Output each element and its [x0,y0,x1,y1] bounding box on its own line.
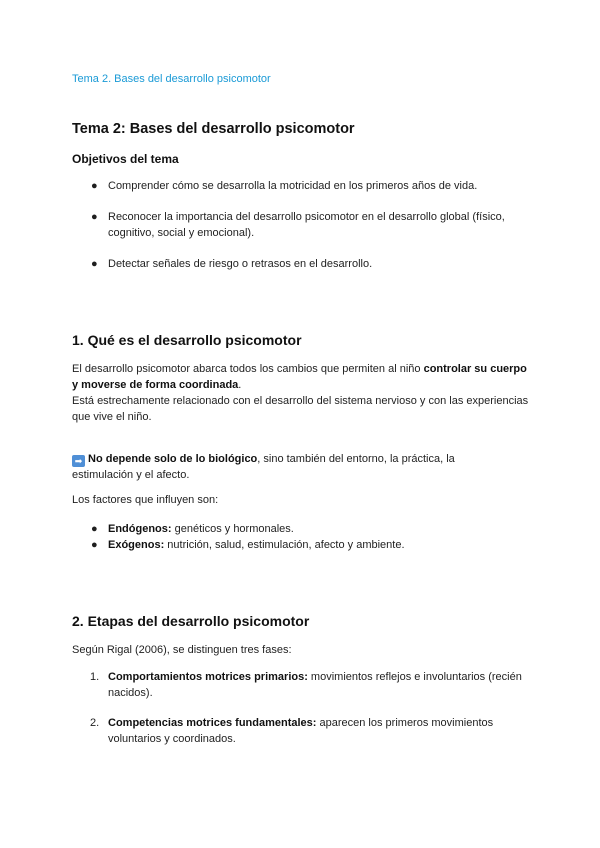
bullet-icon: ● [91,211,98,223]
list-item [91,537,528,553]
bullet-icon: ● [91,539,98,551]
factor-label: Exógenos: [108,539,165,551]
objectives-heading: Objetivos del tema [72,152,179,166]
factor-text: genéticos y hormonales. [171,523,294,535]
phase-label: Comportamientos motrices primarios: [108,671,308,683]
section1-heading: 1. Qué es el desarrollo psicomotor [72,332,302,348]
objectives-list [91,178,538,272]
list-number: 2. [90,717,100,729]
header-link[interactable]: Tema 2. Bases del desarrollo psicomotor [72,73,271,85]
bullet-icon: ● [91,258,98,270]
phase-text: movimientos reflejos e involuntarios (recién nacidos). [108,671,522,699]
phases-list [90,669,528,747]
page-title: Tema 2: Bases del desarrollo psicomotor [72,121,355,137]
list-item-text: Reconocer la importancia del desarrollo psicomotor en el desarrollo global (físico, cognitivo, social y emocional). [108,211,505,239]
paragraph-bold: controlar su cuerpo y moverse de forma coordinada [72,363,527,391]
note-text: , sino también del entorno, la práctica, la estimulación y el afecto. [72,453,455,481]
paragraph-text: El desarrollo psicomotor abarca todos los cambios que permiten al niño [72,363,424,375]
list-item [91,521,528,537]
note-bold: No depende solo de lo biológico [88,453,258,465]
section1-note [72,451,512,483]
list-item-text: Comprender cómo se desarrolla la motricidad en los primeros años de vida. [108,180,478,192]
list-item [90,715,528,747]
list-item [91,209,538,241]
bullet-icon: ● [91,523,98,535]
section1-paragraph [72,361,534,425]
list-item [91,178,538,194]
phase-label: Competencias motrices fundamentales: [108,717,317,729]
factors-intro: Los factores que influyen son: [72,494,219,506]
paragraph-line2: Está estrechamente relacionado con el desarrollo del sistema nervioso y con las experiencias que vive el niño. [72,395,529,423]
list-item [90,669,528,701]
paragraph-text-end: . [238,379,242,391]
list-item-text: Detectar señales de riesgo o retrasos en el desarrollo. [108,258,373,270]
list-number: 1. [90,671,100,683]
bullet-icon: ● [91,180,98,192]
phase-text: aparecen los primeros movimientos voluntarios y coordinados. [108,717,494,745]
section2-intro: Según Rigal (2006), se distinguen tres fases: [72,644,292,656]
list-item [91,256,538,272]
factor-text: nutrición, salud, estimulación, afecto y ambiente. [164,539,405,551]
right-arrow-icon: ➡ [72,455,85,467]
factor-label: Endógenos: [108,523,172,535]
factors-list [91,521,528,553]
section2-heading: 2. Etapas del desarrollo psicomotor [72,613,310,629]
